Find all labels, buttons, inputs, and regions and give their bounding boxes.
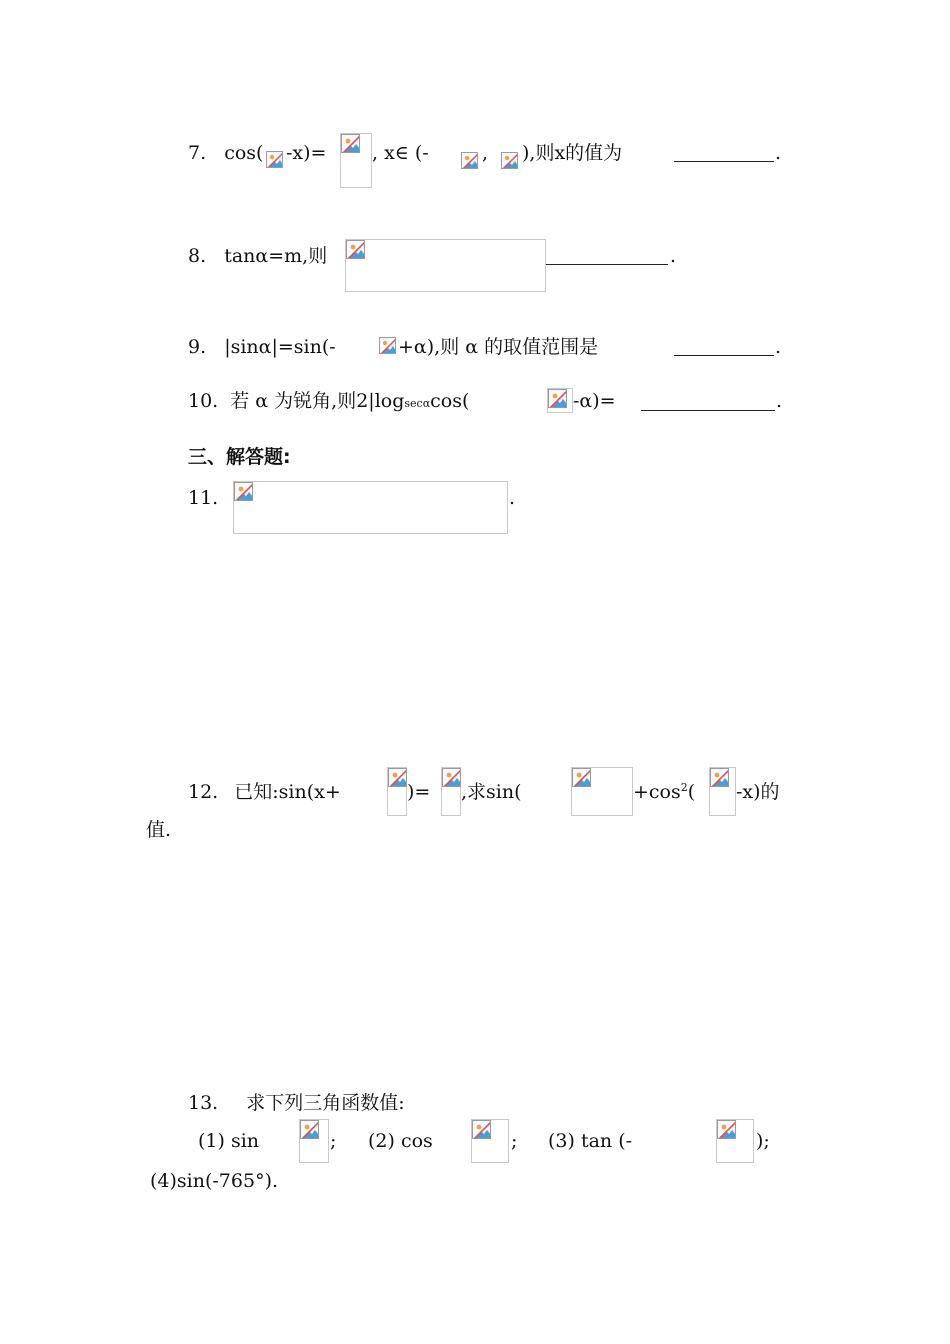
sub-question-3: (3) tan (-	[548, 1130, 633, 1152]
formula-image	[379, 337, 399, 357]
formula-image	[471, 1119, 509, 1163]
math-text: -α)=	[573, 390, 616, 412]
math-text: ),则x的值为	[522, 142, 623, 164]
broken-image-icon	[341, 134, 360, 153]
formula-image	[266, 151, 286, 171]
math-text: -x)的	[736, 781, 780, 803]
formula-image	[547, 388, 573, 413]
math-text: +cos	[633, 781, 681, 803]
semicolon: ;	[511, 1130, 518, 1152]
question-13	[188, 1091, 405, 1115]
math-text: 值.	[146, 819, 172, 841]
section-heading: 三、解答题:	[188, 446, 291, 468]
period: .	[775, 142, 782, 164]
math-text: -x)=	[286, 142, 327, 164]
broken-image-icon	[472, 1120, 491, 1139]
formula-image	[299, 1119, 329, 1163]
broken-image-icon	[379, 337, 396, 354]
question-7	[188, 141, 263, 165]
period: .	[776, 390, 783, 412]
answer-blank	[641, 410, 775, 411]
math-text: 已知:sin(x+	[234, 781, 341, 803]
formula-image	[501, 152, 521, 172]
formula-image	[233, 481, 508, 534]
broken-image-icon	[388, 768, 407, 787]
math-text: cos(	[430, 390, 470, 412]
math-text: 若 α 为锐角,则2|log	[230, 390, 405, 412]
answer-blank	[546, 264, 668, 265]
formula-image	[571, 767, 633, 816]
math-text: +α),则 α 的取值范围是	[398, 336, 599, 358]
math-text: tanα=m,则	[224, 245, 328, 267]
question-number: 10.	[188, 390, 219, 412]
period: .	[775, 336, 782, 358]
sub-question-1: (1) sin	[198, 1130, 260, 1152]
formula-image	[716, 1119, 754, 1163]
formula-image	[709, 767, 736, 816]
answer-blank	[674, 161, 774, 162]
formula-image	[387, 767, 407, 816]
broken-image-icon	[501, 152, 518, 169]
question-number: 12.	[188, 781, 219, 803]
math-text: )=	[407, 781, 431, 803]
answer-blank	[674, 355, 774, 356]
period: .	[670, 245, 677, 267]
semicolon: ;	[330, 1130, 337, 1152]
broken-image-icon	[710, 768, 729, 787]
math-text: ,求sin(	[461, 781, 522, 803]
broken-image-icon	[266, 151, 283, 168]
question-8	[188, 244, 327, 268]
broken-image-icon	[548, 389, 567, 408]
math-text: ,	[482, 142, 489, 164]
broken-image-icon	[442, 768, 461, 787]
math-text	[633, 780, 695, 807]
log-base: secα	[404, 397, 431, 410]
math-text: (	[687, 781, 696, 803]
sub-question-2: (2) cos	[368, 1130, 433, 1152]
formula-image	[345, 239, 546, 292]
question-number: 11.	[188, 487, 219, 509]
formula-image	[340, 133, 372, 188]
question-9	[188, 335, 336, 359]
formula-image	[461, 152, 481, 172]
broken-image-icon	[346, 240, 365, 259]
broken-image-icon	[717, 1120, 736, 1139]
math-text: |sinα|=sin(-	[224, 336, 336, 358]
question-12	[188, 780, 341, 804]
question-number: 13.	[188, 1092, 219, 1114]
math-text: 求下列三角函数值:	[246, 1092, 405, 1114]
math-text: cos(	[224, 142, 264, 164]
question-number: 8.	[188, 245, 207, 267]
period: .	[509, 487, 516, 509]
broken-image-icon	[234, 482, 253, 501]
exponent: 2	[680, 781, 688, 794]
question-number: 9.	[188, 336, 207, 358]
broken-image-icon	[300, 1120, 319, 1139]
formula-image	[441, 767, 461, 816]
broken-image-icon	[572, 768, 591, 787]
broken-image-icon	[461, 152, 478, 169]
math-text: , x∈ (-	[372, 142, 429, 164]
question-number: 7.	[188, 142, 207, 164]
math-text: );	[756, 1130, 770, 1152]
sub-question-4: (4)sin(-765°).	[150, 1170, 279, 1192]
question-10	[188, 389, 469, 416]
